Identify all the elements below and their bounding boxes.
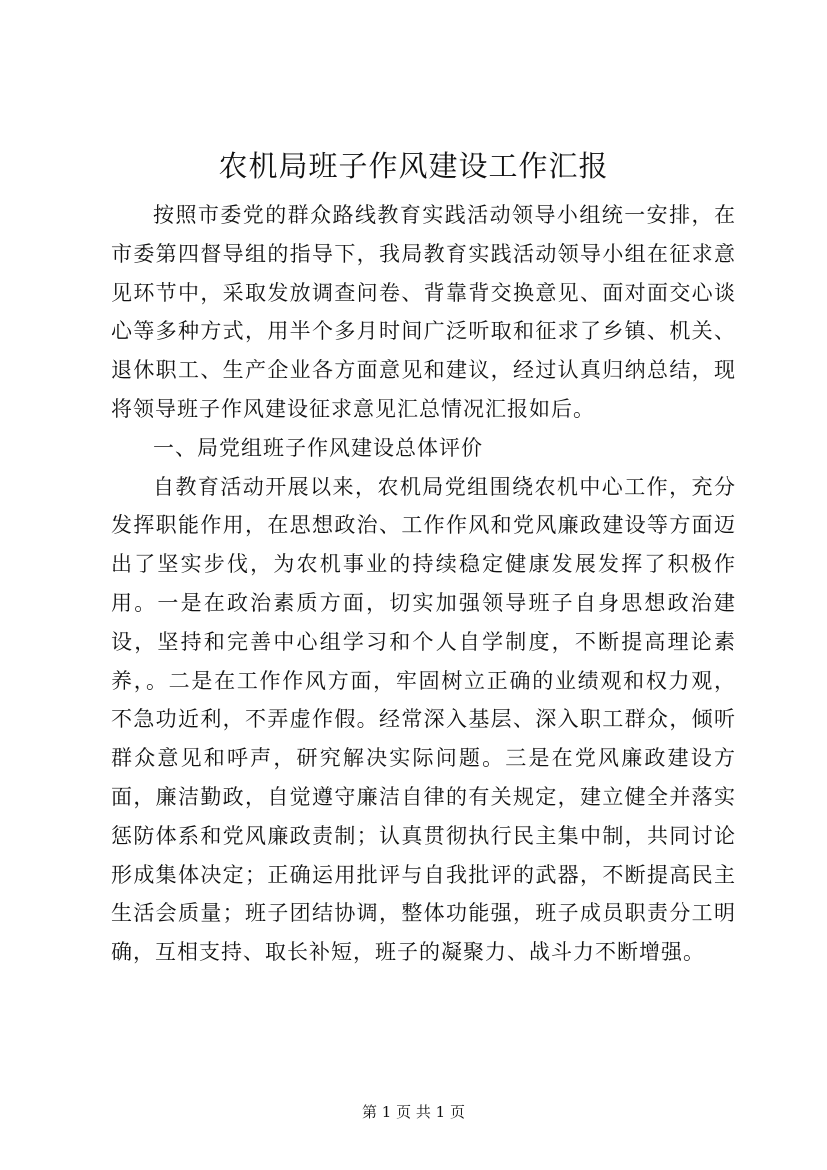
document-body <box>111 196 736 972</box>
page-footer: 第 1 页 共 1 页 <box>362 1103 465 1121</box>
evaluation-paragraph: 自教育活动开展以来，农机局党组围绕农机中心工作，充分发挥职能作用，在思想政治、工作作风和党风廉政建设等方面迈出了坚实步伐，为农机事业的持续稳定健康发展发挥了积极作用。一是在政治素质方面，切实加强领导班子自身思想政治建设，坚持和完善中心组学习和个人自学制度，不断提高理论素养，。二是在工作作风方面，牢固树立正确的业绩观和权力观，不急功近利，不弄虚作假。经常深入基层、深入职工群众，倾听群众意见和呼声，研究解决实际问题。三是在党风廉政建设方面，廉洁勤政，自觉遵守廉洁自律的有关规定，建立健全并落实惩防体系和党风廉政责制；认真贯彻执行民主集中制，共同讨论形成集体决定；正确运用批评与自我批评的武器，不断提高民主生活会质量；班子团结协调，整体功能强，班子成员职责分工明确，互相支持、取长补短，班子的凝聚力、战斗力不断增强。 <box>111 474 736 965</box>
document-title: 农机局班子作风建设工作汇报 <box>218 149 609 183</box>
intro-paragraph: 按照市委党的群众路线教育实践活动领导小组统一安排，在市委第四督导组的指导下，我局教育实践活动领导小组在征求意见环节中，采取发放调查问卷、背靠背交换意见、面对面交心谈心等多种方式，用半个多月时间广泛听取和征求了乡镇、机关、退休职工、生产企业各方面意见和建议，经过认真归纳总结，现将领导班子作风建设征求意见汇总情况汇报如后。 <box>111 203 736 421</box>
section-heading: 一、局党组班子作风建设总体评价 <box>153 435 483 460</box>
